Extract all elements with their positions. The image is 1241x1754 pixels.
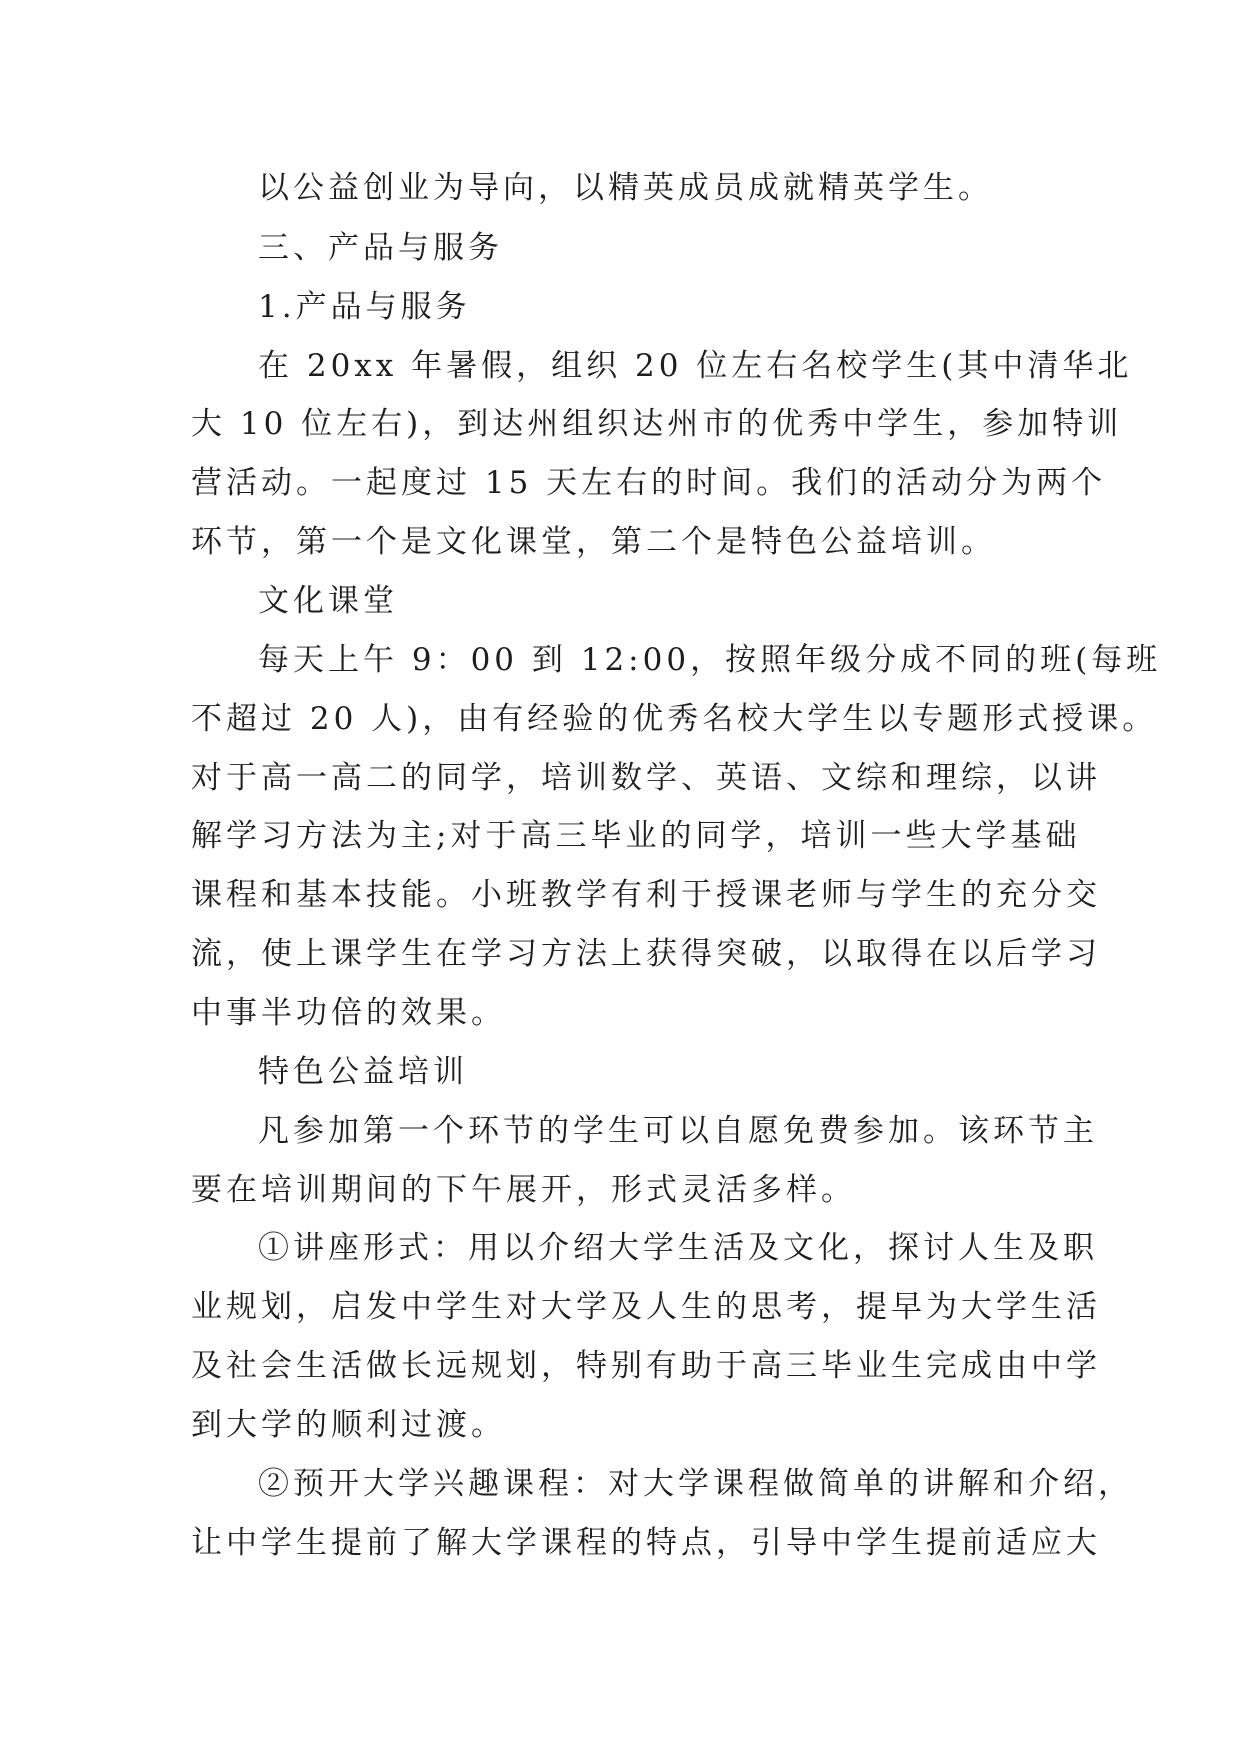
paragraph-line: 解学习方法为主;对于高三毕业的同学，培训一些大学基础	[191, 818, 1081, 854]
paragraph-line: 营活动。一起度过 15 天左右的时间。我们的活动分为两个	[191, 465, 1107, 501]
paragraph-line: 业规划，启发中学生对大学及人生的思考，提早为大学生活	[191, 1289, 1101, 1325]
paragraph-line: 大 10 位左右)，到达州组织达州市的优秀中学生，参加特训	[191, 406, 1123, 442]
paragraph-line: 让中学生提前了解大学课程的特点，引导中学生提前适应大	[191, 1525, 1101, 1561]
paragraph-line: ②预开大学兴趣课程：对大学课程做简单的讲解和介绍，	[258, 1466, 1133, 1502]
paragraph-line: 对于高一高二的同学，培训数学、英语、文综和理综，以讲	[191, 760, 1101, 796]
paragraph-line: 凡参加第一个环节的学生可以自愿免费参加。该环节主	[258, 1113, 1098, 1149]
paragraph-line: 中事半功倍的效果。	[191, 995, 506, 1031]
paragraph-line: 以公益创业为导向，以精英成员成就精英学生。	[258, 170, 993, 206]
paragraph-line: ①讲座形式：用以介绍大学生活及文化，探讨人生及职	[258, 1230, 1098, 1266]
paragraph-line: 及社会生活做长远规划，特别有助于高三毕业生完成由中学	[191, 1348, 1101, 1384]
paragraph-line: 在 20xx 年暑假，组织 20 位左右名校学生(其中清华北	[258, 348, 1133, 384]
paragraph-line: 流，使上课学生在学习方法上获得突破，以取得在以后学习	[191, 936, 1101, 972]
subheading: 特色公益培训	[258, 1054, 468, 1090]
paragraph-line: 环节，第一个是文化课堂，第二个是特色公益培训。	[191, 524, 996, 560]
section-heading: 三、产品与服务	[258, 230, 503, 266]
paragraph-line: 不超过 20 人)，由有经验的优秀名校大学生以专题形式授课。	[191, 701, 1158, 737]
subheading: 文化课堂	[258, 583, 398, 619]
paragraph-line: 课程和基本技能。小班教学有利于授课老师与学生的充分交	[191, 877, 1101, 913]
paragraph-line: 要在培训期间的下午展开，形式灵活多样。	[191, 1172, 856, 1208]
paragraph-line: 每天上午 9：00 到 12:00，按照年级分成不同的班(每班	[258, 642, 1162, 678]
paragraph-line: 到大学的顺利过渡。	[191, 1407, 506, 1443]
subsection-heading: 1.产品与服务	[258, 289, 471, 325]
